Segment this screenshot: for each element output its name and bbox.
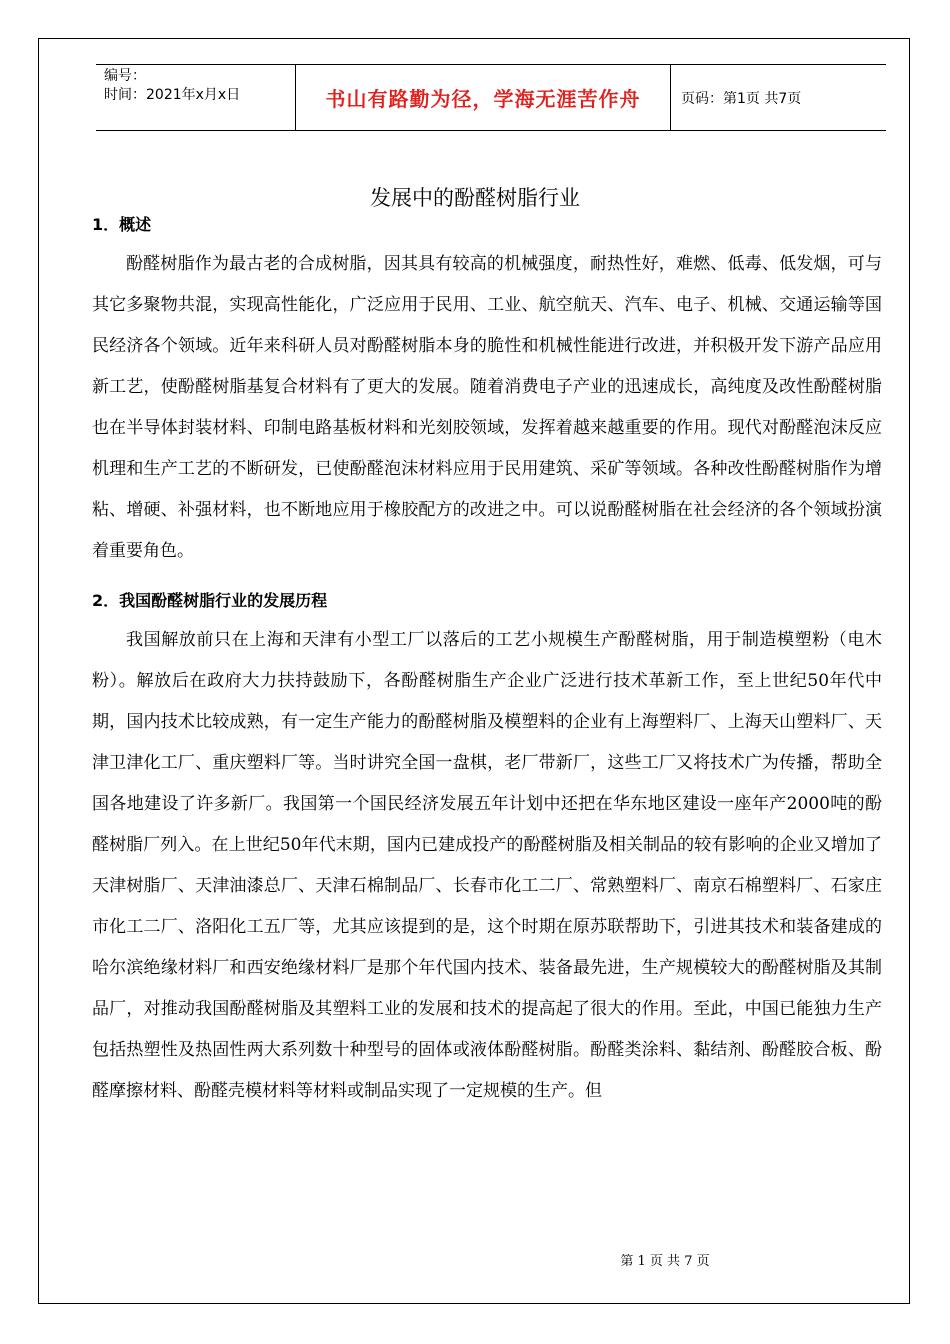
document-header	[96, 64, 886, 131]
document-time-label: 时间：2021年x月x日	[104, 87, 241, 103]
page-footer: 第 1 页 共 7 页	[620, 1254, 710, 1269]
header-meta	[96, 65, 296, 130]
header-motto: 书山有路勤为径，学海无涯苦作舟	[296, 65, 671, 130]
section-paragraph-history: 我国解放前只在上海和天津有小型工厂以落后的工艺小规模生产酚醛树脂，用于制造模塑粉（电木粉）。解放后在政府大力扶持鼓励下，各酚醛树脂生产企业广泛进行技术革新工作，至上世纪50年代中期，国内技术比较成熟，有一定生产能力的酚醛树脂及模塑料的企业有上海塑料厂、上海天山塑料厂、天津卫津化工厂、重庆塑料厂等。当时讲究全国一盘棋，老厂带新厂，这些工厂又将技术广为传播，帮助全国各地建设了许多新厂。我国第一个国民经济发展五年计划中还把在华东地区建设一座年产2000吨的酚醛树脂厂列入。在上世纪50年代末期，国内已建成投产的酚醛树脂及相关制品的较有影响的企业又增加了天津树脂厂、天津油漆总厂、天津石棉制品厂、长春市化工二厂、常熟塑料厂、南京石棉塑料厂、石家庄市化工二厂、洛阳化工五厂等，尤其应该提到的是，这个时期在原苏联帮助下，引进其技术和装备建成的哈尔滨绝缘材料厂和西安绝缘材料厂是那个年代国内技术、装备最先进，生产规模较大的酚醛树脂及其制品厂，对推动我国酚醛树脂及其塑料工业的发展和技术的提高起了很大的作用。至此，中国已能独力生产包括热塑性及热固性两大系列数十种型号的固体或液体酚醛树脂。酚醛类涂料、黏结剂、酚醛胶合板、酚醛摩擦材料、酚醛壳模材料等材料或制品实现了一定规模的生产。但	[92, 630, 882, 1101]
section-heading-overview: 1．概述	[92, 215, 152, 234]
document-title: 发展中的酚醛树脂行业	[370, 186, 580, 210]
header-page-info: 页码：第1页 共7页	[681, 90, 802, 107]
section-heading-history: 2．我国酚醛树脂行业的发展历程	[92, 591, 328, 610]
section-paragraph-overview: 酚醛树脂作为最古老的合成树脂，因其具有较高的机械强度，耐热性好，难燃、低毒、低发烟，可与其它多聚物共混，实现高性能化，广泛应用于民用、工业、航空航天、汽车、电子、机械、交通运输等国民经济各个领域。近年来科研人员对酚醛树脂本身的脆性和机械性能进行改进，并积极开发下游产品应用新工艺，使酚醛树脂基复合材料有了更大的发展。随着消费电子产业的迅速成长，高纯度及改性酚醛树脂也在半导体封装材料、印制电路基板材料和光刻胶领域，发挥着越来越重要的作用。现代对酚醛泡沫反应机理和生产工艺的不断研发，已使酚醛泡沫材料应用于民用建筑、采矿等领域。各种改性酚醛树脂作为增粘、增硬、补强材料，也不断地应用于橡胶配方的改进之中。可以说酚醛树脂在社会经济的各个领域扮演着重要角色。	[92, 254, 882, 561]
document-number-label: 编号：	[104, 68, 146, 84]
